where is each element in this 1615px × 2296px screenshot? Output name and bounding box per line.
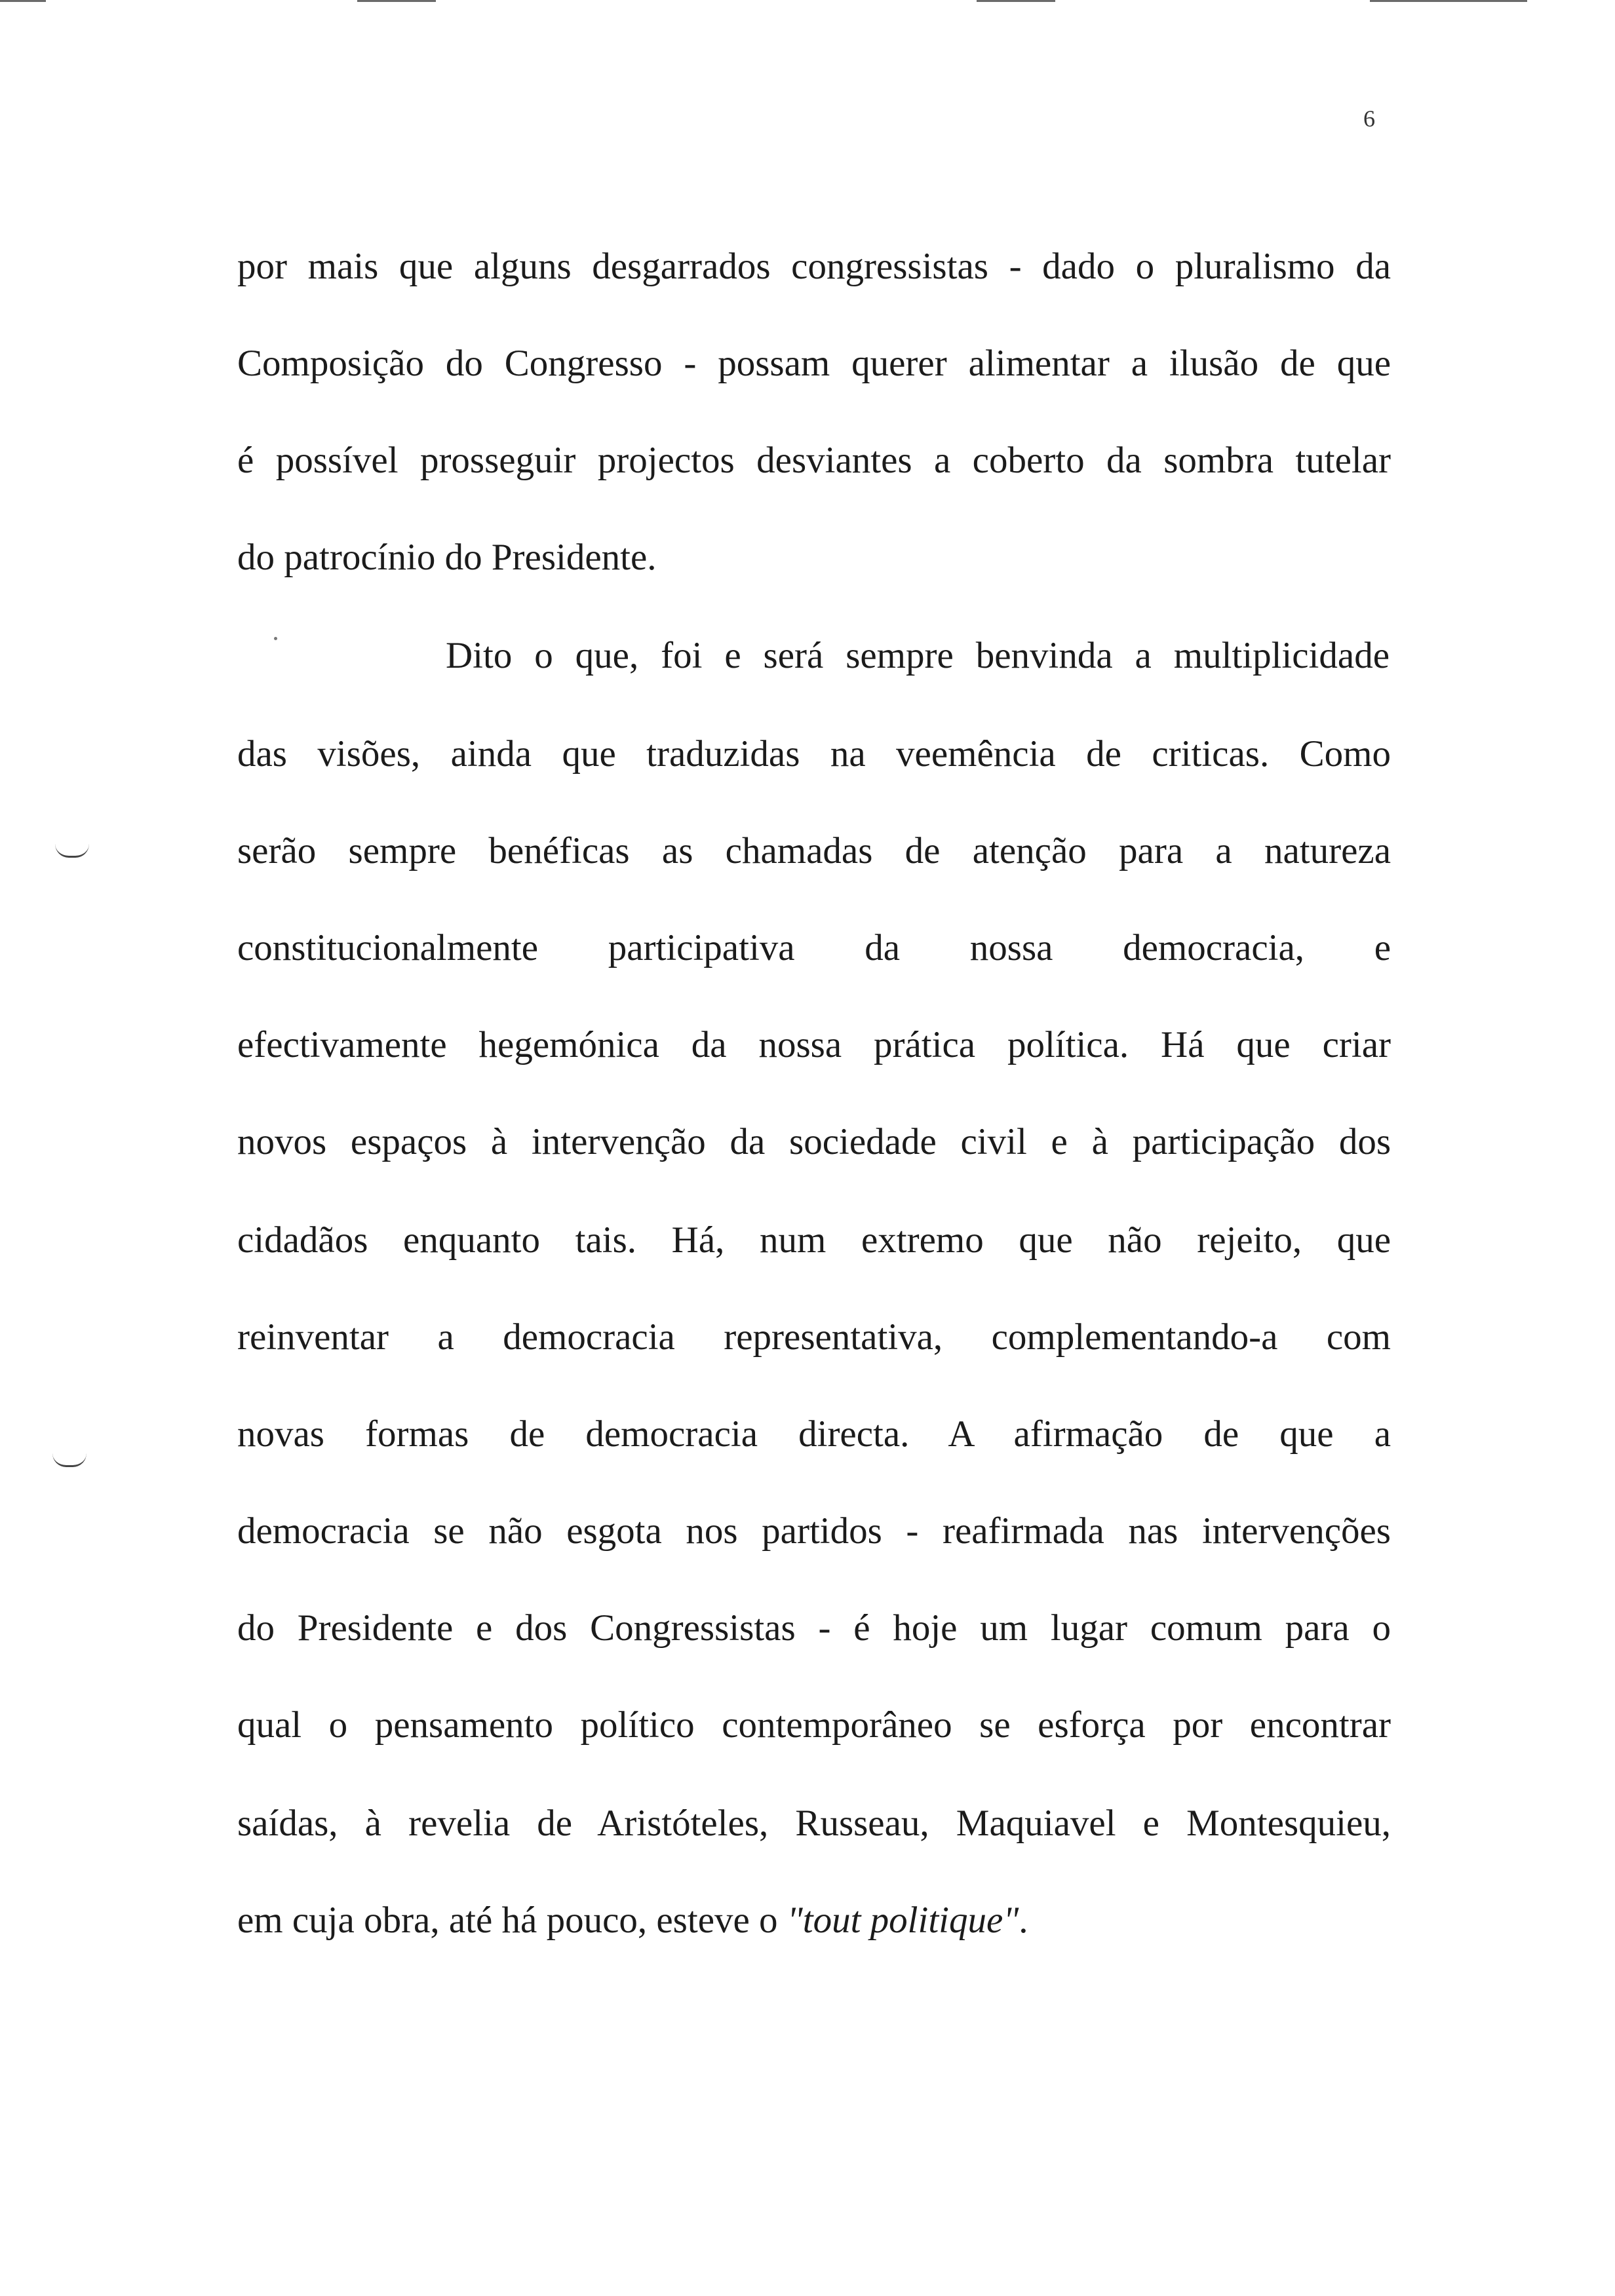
body-line: democracia se não esgota nos partidos - reafirmada nas intervenções	[237, 1510, 1391, 1552]
margin-tick-mark	[52, 1453, 87, 1467]
body-line: cidadãos enquanto tais. Há, num extremo que não rejeito, que	[237, 1219, 1391, 1261]
body-line: serão sempre benéficas as chamadas de atenção para a natureza	[237, 830, 1391, 871]
closing-line-text: em cuja obra, até há pouco, esteve o	[237, 1900, 787, 1941]
page-number: 6	[1363, 105, 1375, 132]
body-line: por mais que alguns desgarrados congressistas - dado o pluralismo da	[237, 246, 1391, 287]
scan-edge-mark	[977, 0, 1055, 2]
stray-dot	[274, 637, 277, 640]
scan-edge-mark	[0, 0, 46, 2]
body-line: novos espaços à intervenção da sociedade civil e à participação dos	[237, 1121, 1391, 1162]
paragraph-first-line: Dito o que, foi e será sempre benvinda a multiplicidade	[446, 635, 1390, 676]
body-line: efectivamente hegemónica da nossa prática política. Há que criar	[237, 1024, 1391, 1065]
scan-edge-mark	[357, 0, 436, 2]
body-line: constitucionalmente participativa da nossa democracia, e	[237, 927, 1391, 968]
body-line: novas formas de democracia directa. A afirmação de que a	[237, 1413, 1391, 1455]
body-line: das visões, ainda que traduzidas na veemência de criticas. Como	[237, 733, 1391, 775]
body-line: Composição do Congresso - possam querer alimentar a ilusão de que	[237, 343, 1391, 384]
margin-tick-mark	[55, 844, 89, 858]
body-line: qual o pensamento político contemporâneo se esforça por encontrar	[237, 1704, 1391, 1746]
quoted-phrase: "tout politique"	[787, 1900, 1019, 1941]
body-line: do Presidente e dos Congressistas - é hoje um lugar comum para o	[237, 1607, 1391, 1649]
scan-edge-mark	[1370, 0, 1527, 2]
body-line: do patrocínio do Presidente.	[237, 537, 657, 578]
closing-period: .	[1019, 1900, 1028, 1941]
body-line: saídas, à revelia de Aristóteles, Russeau, Maquiavel e Montesquieu,	[237, 1803, 1391, 1844]
closing-line	[237, 1898, 1391, 1943]
body-line: é possível prosseguir projectos desviantes a coberto da sombra tutelar	[237, 440, 1391, 481]
body-line: reinventar a democracia representativa, complementando-a com	[237, 1316, 1391, 1358]
